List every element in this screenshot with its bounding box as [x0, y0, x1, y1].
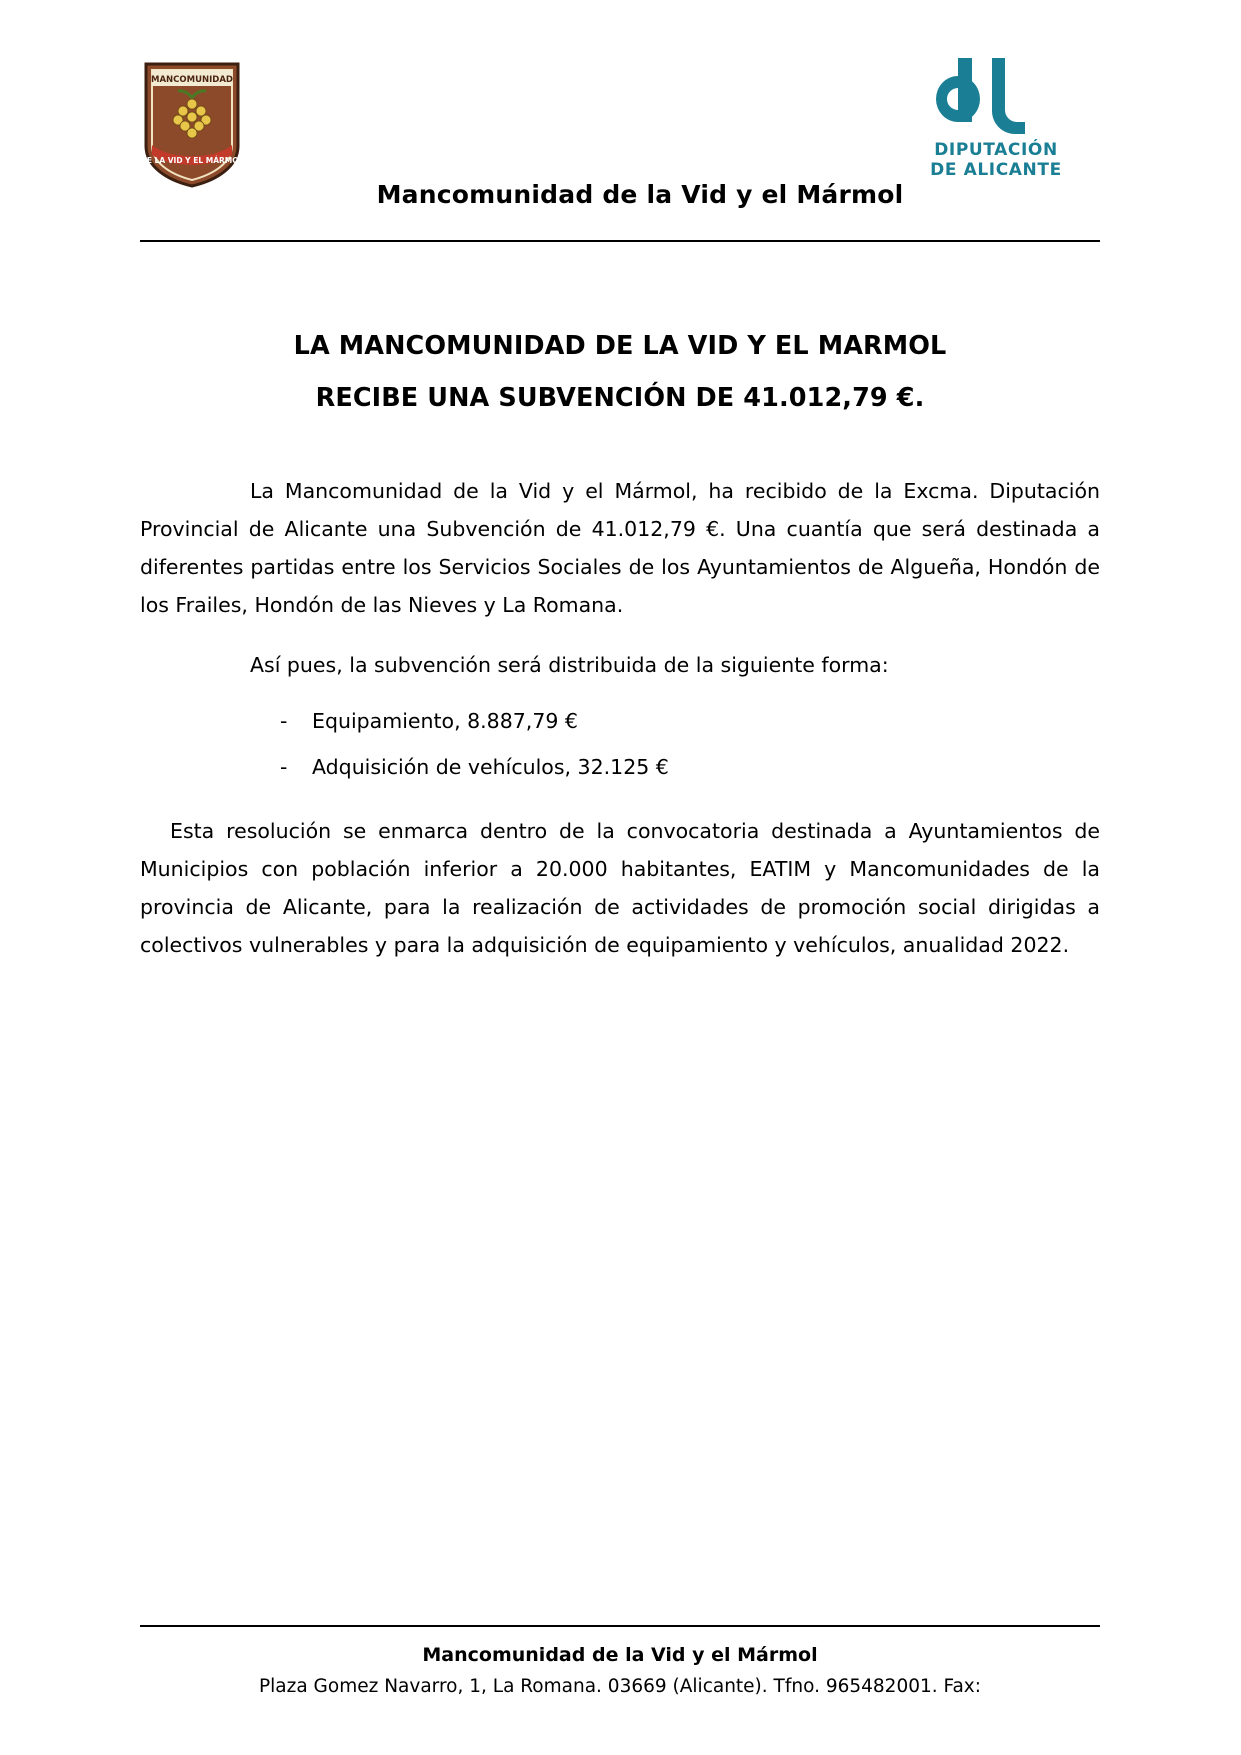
header-inner	[140, 48, 1100, 228]
footer-address: Plaza Gomez Navarro, 1, La Romana. 03669 (Alicante). Tfno. 965482001. Fax:	[259, 1676, 981, 1697]
document-footer	[140, 1638, 1100, 1702]
mancomunidad-coat-of-arms-icon	[140, 60, 244, 188]
list-item	[140, 698, 1100, 744]
document-header	[140, 48, 1100, 228]
header-divider	[140, 240, 1100, 242]
bullet-marker: -	[280, 709, 288, 733]
list-item-label: Equipamiento, 8.887,79 €	[312, 709, 578, 733]
diputacion-line2: DE ALICANTE	[930, 160, 1062, 180]
page-title-line1: LA MANCOMUNIDAD DE LA VID Y EL MARMOL	[293, 331, 947, 361]
diputacion-alicante-logo	[906, 48, 1086, 178]
paragraph-3: Esta resolución se enmarca dentro de la convocatoria destinada a Ayuntamientos de Municipios con población inferior a 20.000 habitantes, EATIM y Mancomunidades de la provincia de Alicante, para la realización de actividades de promoción social dirigidas a colectivos vulnerables y para la adquisición de equipamiento y vehículos, anualidad 2022.	[140, 819, 1100, 957]
document-body	[140, 320, 1100, 964]
page-title-line2: RECIBE UNA SUBVENCIÓN DE 41.012,79 €.	[315, 383, 925, 413]
footer-org-name: Mancomunidad de la Vid y el Mármol	[422, 1644, 818, 1666]
header-org-title: Mancomunidad de la Vid y el Mármol	[376, 180, 904, 209]
diputacion-line1: DIPUTACIÓN	[934, 140, 1058, 160]
bullet-marker: -	[280, 755, 288, 779]
page-title	[140, 320, 1100, 424]
svg-text:MANCOMUNIDAD: MANCOMUNIDAD	[151, 75, 233, 85]
paragraph-2: Así pues, la subvención será distribuida de la siguiente forma:	[250, 653, 889, 677]
footer-divider	[140, 1625, 1100, 1627]
list-item-label: Adquisición de vehículos, 32.125 €	[312, 755, 669, 779]
diputacion-mark-icon	[906, 48, 1086, 140]
svg-text:DE LA VID Y EL MÁRMOL: DE LA VID Y EL MÁRMOL	[140, 156, 244, 165]
paragraph-1: La Mancomunidad de la Vid y el Mármol, ha recibido de la Excma. Diputación Provincial de Alicante una Subvención de 41.012,79 €. Una cuantía que será destinada a diferentes partidas entre los Servicios Sociales de los Ayuntamientos de Algueña, Hondón de los Frailes, Hondón de las Nieves y La Romana.	[140, 479, 1100, 617]
list-item	[140, 744, 1100, 790]
distribution-list	[140, 698, 1100, 790]
